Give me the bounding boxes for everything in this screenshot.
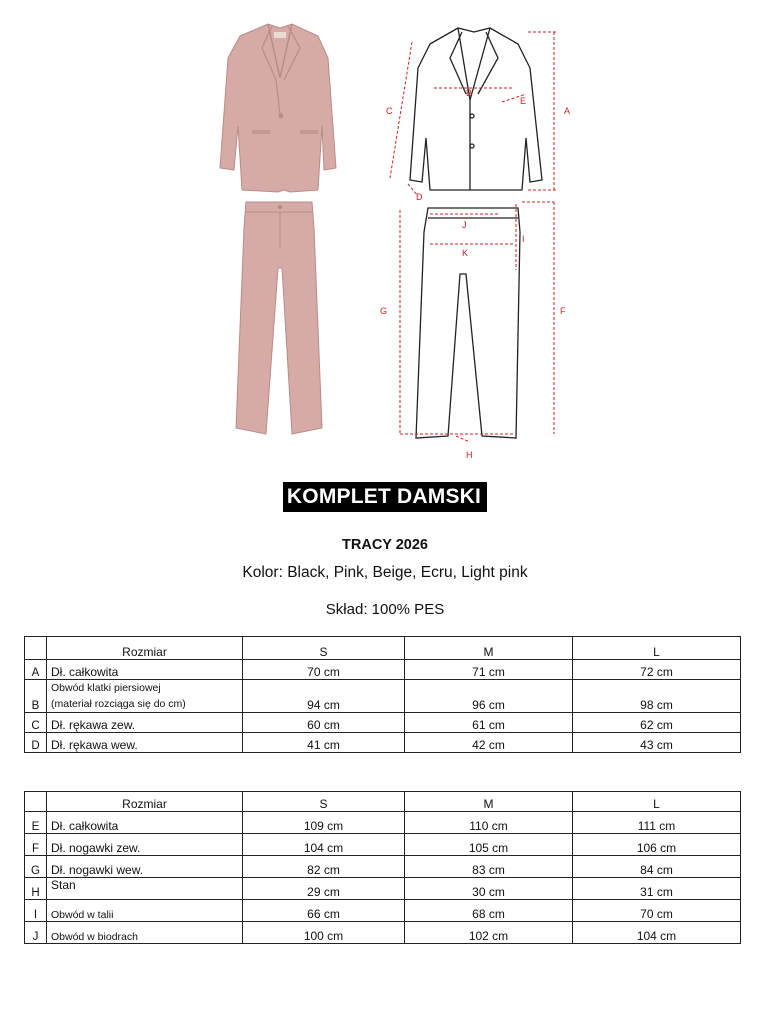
header-size-m: M [405,792,573,812]
diagram-label-i: I [522,234,525,244]
table-header-row [25,792,741,812]
value-s: 66 cm [243,900,405,922]
table-row [25,834,741,856]
value-m: 30 cm [405,878,573,900]
material-info: Skład: 100% PES [325,601,445,618]
jacket-photo [220,24,336,192]
value-m: 105 cm [405,834,573,856]
row-code: C [25,713,47,733]
model-name: TRACY 2026 [342,537,428,553]
row-label: Stan [47,878,243,900]
header-blank-cell [25,792,47,812]
table-row [25,856,741,878]
table-row [25,733,741,753]
pants-size-table [24,791,741,944]
value-m: 83 cm [405,856,573,878]
header-size-l: L [573,792,741,812]
value-s: 60 cm [243,713,405,733]
diagram-label-d: D [416,192,423,202]
value-s: 82 cm [243,856,405,878]
header-size-s: S [243,792,405,812]
product-title: KOMPLET DAMSKI [283,482,487,512]
value-m: 96 cm [405,680,573,713]
value-l: 31 cm [573,878,741,900]
row-label: Dł. nogawki zew. [47,834,243,856]
table-row [25,878,741,900]
value-m: 102 cm [405,922,573,944]
diagram-label-a: A [564,106,571,116]
value-s: 70 cm [243,660,405,680]
row-label: Dł. całkowita [47,660,243,680]
jacket-size-table [24,636,741,753]
row-label: Dł. rękawa wew. [47,733,243,753]
diagram-label-j: J [462,220,467,230]
row-label: Dł. nogawki wew. [47,856,243,878]
diagram-label-f: F [560,306,566,316]
header-size-l: L [573,637,741,660]
row-code: J [25,922,47,944]
value-s: 100 cm [243,922,405,944]
row-label: Dł. rękawa zew. [47,713,243,733]
row-code: H [25,878,47,900]
row-code: E [25,812,47,834]
color-list: Kolor: Black, Pink, Beige, Ecru, Light pink [242,564,528,581]
value-l: 84 cm [573,856,741,878]
table-row [25,900,741,922]
value-l: 111 cm [573,812,741,834]
header-size-s: S [243,637,405,660]
row-label-line1: Obwód klatki piersiowej [51,682,161,694]
diagram-label-g: G [380,306,388,316]
table-row [25,812,741,834]
value-l: 106 cm [573,834,741,856]
table-row [25,660,741,680]
row-label: Obwód w biodrach [47,922,243,944]
row-label: Obwód w talii [47,900,243,922]
diagram-label-k: K [462,248,469,258]
row-code: A [25,660,47,680]
value-s: 94 cm [243,680,405,713]
row-code: F [25,834,47,856]
header-size-label: Rozmiar [47,637,243,660]
value-m: 42 cm [405,733,573,753]
product-photo [210,18,350,438]
header-size-label: Rozmiar [47,792,243,812]
table-header-row [25,637,741,660]
diagram-label-h: H [466,450,473,460]
value-l: 70 cm [573,900,741,922]
table-row [25,680,741,713]
table-row [25,713,741,733]
value-s: 41 cm [243,733,405,753]
value-m: 71 cm [405,660,573,680]
value-m: 68 cm [405,900,573,922]
header-size-m: M [405,637,573,660]
header-blank-cell [25,637,47,660]
measurement-diagram [378,18,578,463]
value-m: 110 cm [405,812,573,834]
diagram-label-c: C [386,106,393,116]
row-code: B [25,680,47,713]
table-row [25,922,741,944]
value-m: 61 cm [405,713,573,733]
row-label [47,680,243,713]
row-label: Dł. całkowita [47,812,243,834]
value-l: 98 cm [573,680,741,713]
value-s: 109 cm [243,812,405,834]
value-l: 72 cm [573,660,741,680]
row-code: I [25,900,47,922]
pants-photo [236,202,322,434]
value-l: 104 cm [573,922,741,944]
value-s: 104 cm [243,834,405,856]
value-s: 29 cm [243,878,405,900]
diagram-label-e: E [520,96,527,106]
diagram-label-b: B [466,88,473,98]
value-l: 43 cm [573,733,741,753]
row-code: D [25,733,47,753]
value-l: 62 cm [573,713,741,733]
row-label-line2: (materiał rozciąga się do cm) [51,698,186,710]
row-code: G [25,856,47,878]
